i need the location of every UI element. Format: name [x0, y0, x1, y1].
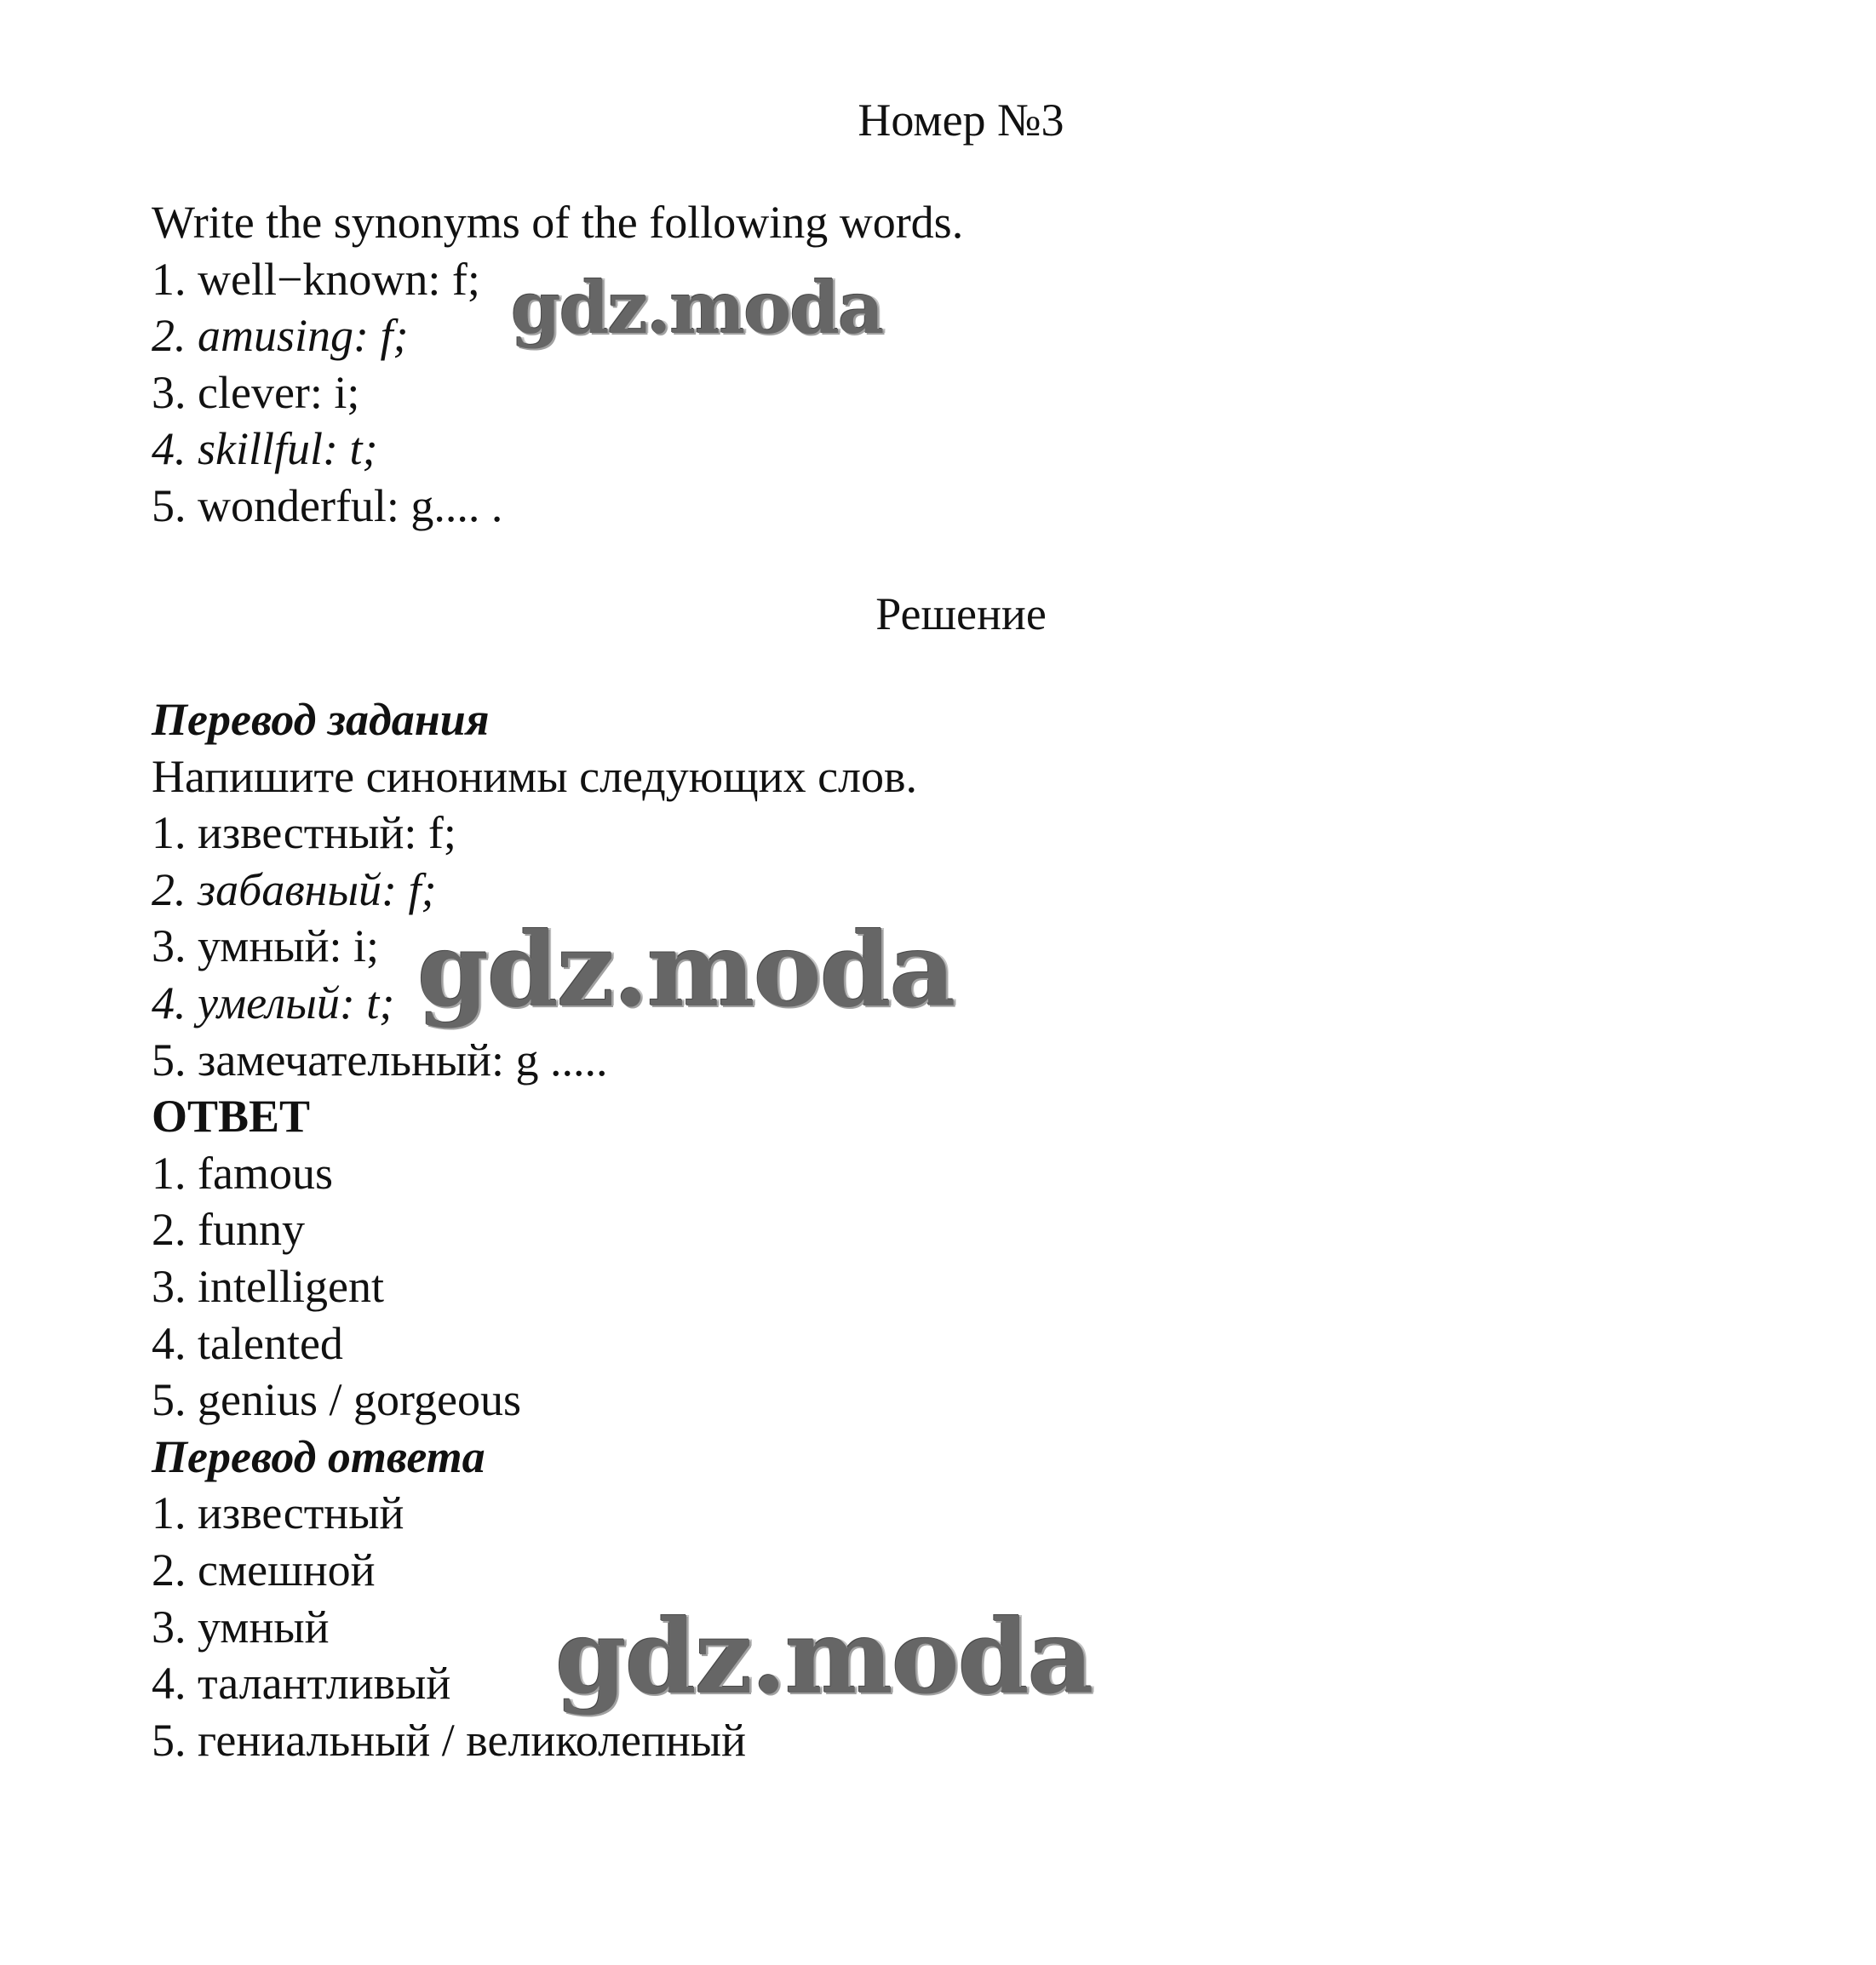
answer-item-2: 2. funny [152, 1204, 305, 1256]
answer-item-4: 4. talented [152, 1317, 343, 1369]
solution-block [152, 691, 1770, 1768]
answer-translation-heading: Перевод ответа [152, 1430, 485, 1482]
answer-translation-item-1: 1. известный [152, 1487, 404, 1539]
task-item-5: 5. wonderful: g.... . [152, 479, 503, 531]
answer-translation-item-2: 2. смешной [152, 1544, 376, 1595]
answer-item-1: 1. famous [152, 1147, 333, 1199]
translation-item-1: 1. известный: f; [152, 807, 456, 859]
answer-item-5: 5. genius / gorgeous [152, 1374, 521, 1426]
watermark-bottom: gdz.moda [555, 1597, 1093, 1717]
task-item-4: 4. skillful: t; [152, 423, 378, 475]
translation-item-5: 5. замечательный: g ..... [152, 1034, 608, 1086]
answer-translation-item-3: 3. умный [152, 1601, 330, 1653]
watermark-top: gdz.moda [511, 266, 883, 350]
translation-item-3: 3. умный: i; [152, 920, 380, 972]
translation-item-2: 2. забавный: f; [152, 863, 437, 915]
translation-heading: Перевод задания [152, 694, 490, 745]
translation-item-4: 4. умелый: t; [152, 977, 395, 1028]
answer-translation-item-5: 5. гениальный / великолепный [152, 1714, 746, 1766]
page-title: Номер №3 [858, 95, 1064, 146]
translation-instruction: Напишите синонимы следующих слов. [152, 750, 917, 802]
task-item-2: 2. amusing: f; [152, 310, 409, 362]
task-instruction: Write the synonyms of the following words. [152, 197, 964, 248]
answer-heading: ОТВЕТ [152, 1091, 311, 1143]
task-item-3: 3. clever: i; [152, 366, 360, 418]
task-block [152, 194, 1770, 535]
task-item-1: 1. well−known: f; [152, 253, 480, 305]
answer-item-3: 3. intelligent [152, 1260, 384, 1312]
solution-heading: Решение [875, 588, 1047, 639]
answer-translation-item-4: 4. талантливый [152, 1658, 451, 1710]
watermark-middle: gdz.moda [417, 910, 955, 1030]
